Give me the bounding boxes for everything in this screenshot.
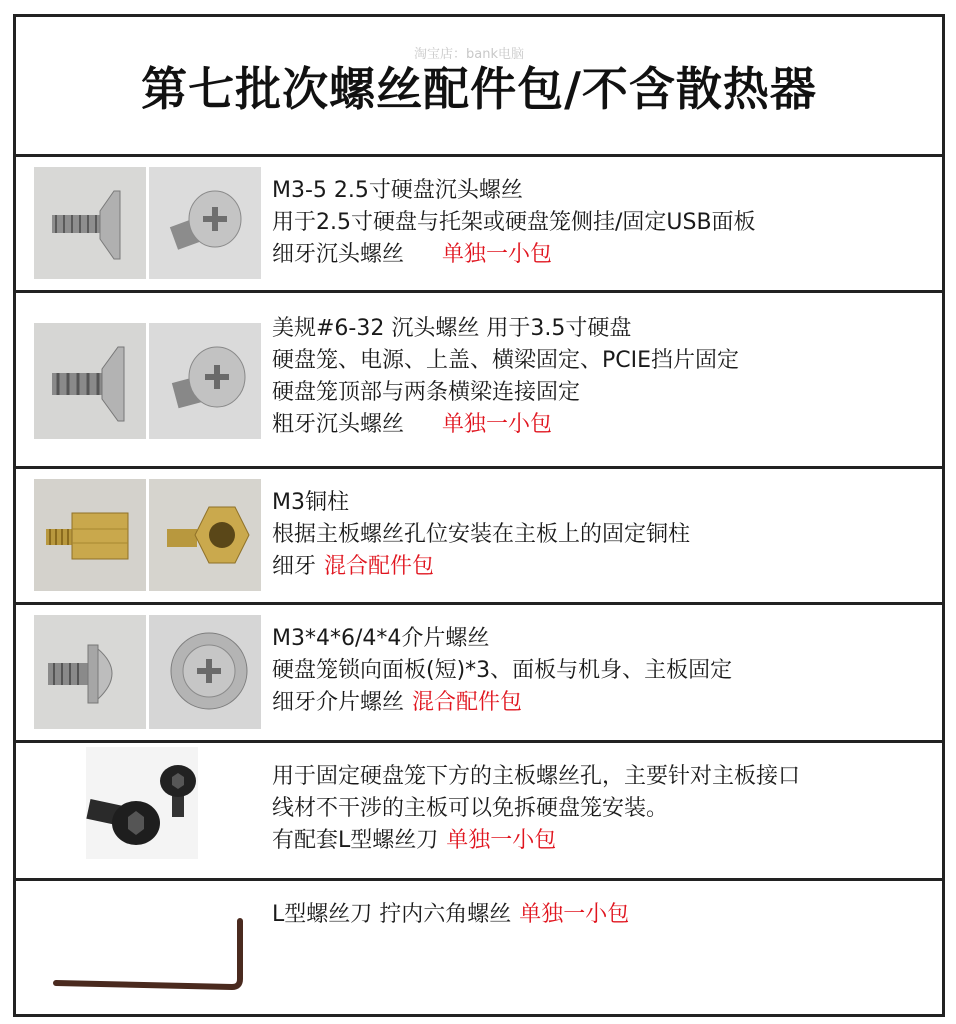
accessory-note: 有配套L型螺丝刀 (272, 828, 439, 853)
item-row-6-32 (16, 293, 942, 469)
product-photo-end (149, 479, 261, 591)
title-row (16, 17, 942, 157)
item-description (272, 623, 732, 719)
package-tag: 混合配件包 (324, 554, 435, 579)
item-description (272, 175, 756, 271)
package-tag: 混合配件包 (412, 690, 523, 715)
item-row-hex-socket-screw (16, 743, 942, 881)
item-line-last (272, 239, 756, 271)
item-description (272, 487, 690, 583)
item-row-l-hex-key (16, 881, 942, 1014)
item-line: M3-5 2.5寸硬盘沉头螺丝 (272, 178, 523, 203)
tool-name: L型螺丝刀 拧内六角螺丝 (272, 902, 512, 927)
item-line-last (272, 687, 732, 719)
item-line: 线材不干涉的主板可以免拆硬盘笼安装。 (272, 796, 669, 821)
thread-type: 细牙沉头螺丝 (272, 242, 405, 267)
product-photo-hex-screws (86, 747, 198, 859)
item-line-last (272, 551, 690, 583)
item-line: 硬盘笼锁向面板(短)*3、面板与机身、主板固定 (272, 658, 733, 683)
item-line: 根据主板螺丝孔位安装在主板上的固定铜柱 (272, 522, 691, 547)
item-line-last (272, 825, 800, 857)
item-line-last (272, 409, 739, 441)
item-row-m3-standoff (16, 469, 942, 605)
item-line: 美规#6-32 沉头螺丝 用于3.5寸硬盘 (272, 316, 632, 341)
page-title: 第七批次螺丝配件包/不含散热器 (141, 62, 817, 116)
thread-type: 粗牙沉头螺丝 (272, 412, 405, 437)
item-line: M3铜柱 (272, 490, 349, 515)
hex-key-photo (46, 891, 246, 1001)
product-photo-head (149, 615, 261, 729)
package-tag: 单独一小包 (446, 828, 557, 853)
package-tag: 单独一小包 (442, 242, 553, 267)
item-line-last (272, 899, 629, 931)
product-photo-side (34, 323, 146, 439)
product-photo-side (34, 167, 146, 279)
item-description (272, 313, 739, 441)
item-line: 硬盘笼、电源、上盖、横梁固定、PCIE挡片固定 (272, 348, 740, 373)
item-row-m3-5 (16, 157, 942, 293)
package-tag: 单独一小包 (519, 902, 630, 927)
product-sheet (13, 14, 945, 1017)
package-tag: 单独一小包 (442, 412, 553, 437)
item-line: 硬盘笼顶部与两条横梁连接固定 (272, 380, 581, 405)
product-photo-head (149, 323, 261, 439)
item-description (272, 899, 629, 931)
product-photo-head (149, 167, 261, 279)
item-line: 用于2.5寸硬盘与托架或硬盘笼侧挂/固定USB面板 (272, 210, 756, 235)
item-line: M3*4*6/4*4介片螺丝 (272, 626, 490, 651)
item-row-washer-screw (16, 605, 942, 743)
thread-type: 细牙介片螺丝 (272, 690, 405, 715)
watermark: 淘宝店：bank电脑 (414, 47, 524, 62)
product-photo-side (34, 479, 146, 591)
item-line: 用于固定硬盘笼下方的主板螺丝孔，主要针对主板接口 (272, 764, 801, 789)
item-description (272, 761, 800, 857)
product-photo-side (34, 615, 146, 729)
thread-type: 细牙 (272, 554, 317, 579)
